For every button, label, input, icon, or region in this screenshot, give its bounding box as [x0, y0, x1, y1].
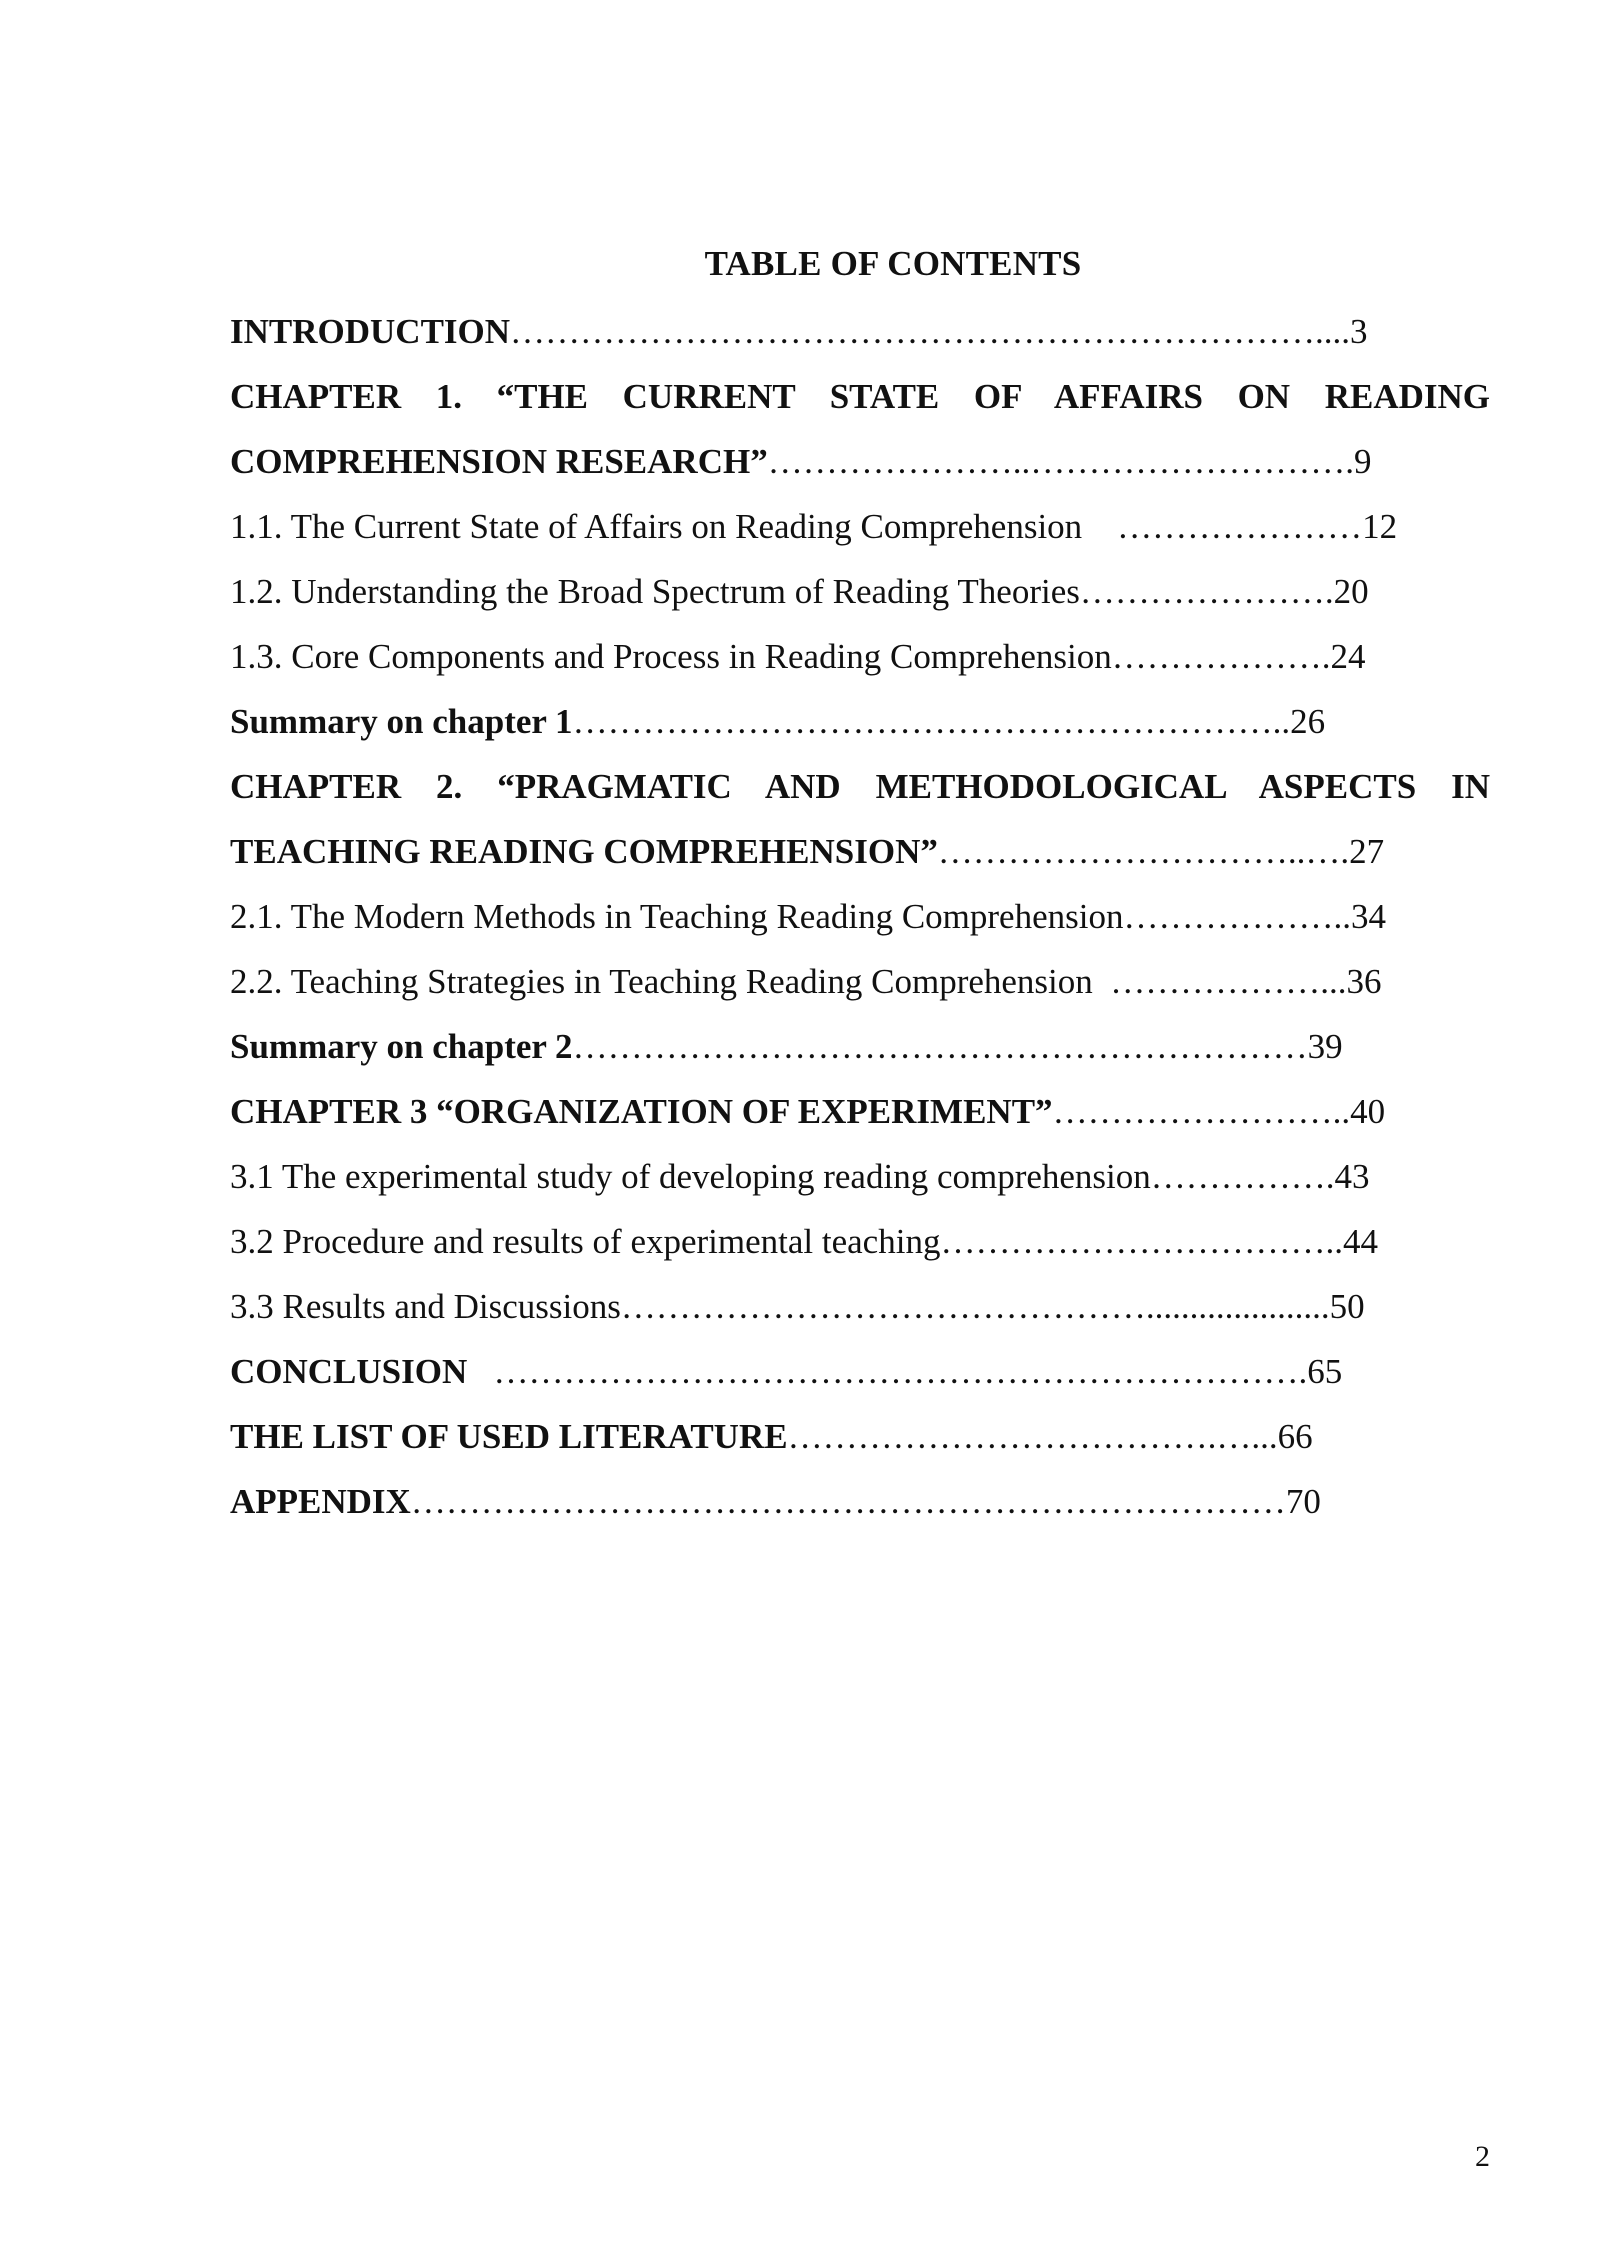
toc-entry-page: 65	[1307, 1352, 1343, 1391]
toc-entry-leader: ………………………………………………………	[572, 1027, 1308, 1066]
toc-entry-page: 12	[1362, 507, 1398, 546]
toc-entry-page: 34	[1350, 897, 1386, 936]
toc-entry-page: 26	[1290, 702, 1326, 741]
toc-entry-page: 43	[1334, 1157, 1370, 1196]
toc-entry-leader: ………………..	[1123, 897, 1351, 936]
toc-entry-leader: ………………...	[1092, 962, 1347, 1001]
toc-entry-text: 2.2. Teaching Strategies in Teaching Reading Comprehension	[230, 962, 1093, 1001]
toc-entry-text: Summary on chapter 2	[230, 1027, 573, 1066]
toc-entry-literature	[230, 1411, 1490, 1476]
toc-entry-text: INTRODUCTION	[230, 312, 511, 351]
toc-entry-text: Summary on chapter 1	[230, 702, 573, 741]
toc-entry-text: TEACHING READING COMPREHENSION”	[230, 832, 938, 871]
toc-entry-text: CHAPTER 3 “ORGANIZATION OF EXPERIMENT”	[230, 1092, 1053, 1131]
toc-entry-text: 1.2. Understanding the Broad Spectrum of Reading Theories	[230, 572, 1080, 611]
toc-entry-leader: …………………………………………………………………	[410, 1482, 1286, 1521]
toc-entry-page: 44	[1342, 1222, 1378, 1261]
toc-entry-2-1	[230, 891, 1490, 956]
toc-entry-text: CONCLUSION	[230, 1352, 468, 1391]
toc-entry-page: 40	[1350, 1092, 1386, 1131]
toc-entry-text: 2.1. The Modern Methods in Teaching Reading Comprehension	[230, 897, 1124, 936]
toc-entry-page: 3	[1350, 312, 1368, 351]
toc-entry-leader: …………………………………………………………….	[467, 1352, 1308, 1391]
toc-entry-leader: …………………	[1082, 507, 1363, 546]
toc-entry-page: 50	[1329, 1287, 1365, 1326]
toc-entry-text: 1.1. The Current State of Affairs on Reading Comprehension	[230, 507, 1083, 546]
toc-entry-text: CHAPTER 1. “THE CURRENT STATE OF AFFAIRS ON READING	[230, 377, 1490, 416]
toc-entry-2-2	[230, 956, 1490, 1021]
toc-entry-leader: …………………..……………………….	[767, 442, 1354, 481]
toc-entry-3-3	[230, 1281, 1490, 1346]
toc-entry-leader: ……………………………………………………..	[572, 702, 1291, 741]
toc-entry-leader: …………….	[1150, 1157, 1335, 1196]
toc-entry-leader: ……………………………….…...	[787, 1417, 1278, 1456]
toc-entry-chapter-1-line-1	[230, 371, 1490, 436]
toc-entry-page: 9	[1353, 442, 1372, 481]
toc-entry-chapter-1-line-2	[230, 436, 1490, 501]
toc-entry-leader: …………………………..….	[937, 832, 1350, 871]
toc-entry-chapter-2-line-1	[230, 761, 1490, 826]
toc-entry-appendix	[230, 1476, 1490, 1541]
toc-entry-chapter-3	[230, 1086, 1490, 1151]
toc-entry-text: 3.2 Procedure and results of experimental teaching	[230, 1222, 941, 1261]
toc-entry-leader: ………………….	[1079, 572, 1334, 611]
toc-entry-leader: ……………………………………………………………....	[510, 312, 1351, 351]
toc-entry-text: COMPREHENSION RESEARCH”	[230, 442, 768, 481]
toc-entry-summary-2	[230, 1021, 1490, 1086]
toc-entry-page: 70	[1285, 1482, 1321, 1521]
toc-entry-leader: ……………………………..	[940, 1222, 1343, 1261]
toc-entry-1-3	[230, 631, 1490, 696]
toc-entry-3-2	[230, 1216, 1490, 1281]
toc-entry-chapter-2-line-2	[230, 826, 1490, 891]
toc-entry-page: 27	[1349, 832, 1385, 871]
toc-entry-3-1	[230, 1151, 1490, 1216]
toc-list	[230, 306, 1490, 1541]
toc-entry-introduction	[230, 306, 1490, 371]
page-number: 2	[1475, 2140, 1490, 2173]
toc-entry-1-2	[230, 566, 1490, 631]
toc-entry-text: APPENDIX	[230, 1482, 411, 1521]
toc-entry-leader: ……………….	[1111, 637, 1331, 676]
toc-entry-page: 39	[1307, 1027, 1343, 1066]
toc-entry-leader: ……………………………………….....................	[620, 1287, 1330, 1326]
toc-entry-leader: ……………………..	[1052, 1092, 1351, 1131]
toc-entry-conclusion	[230, 1346, 1490, 1411]
toc-entry-text: 3.3 Results and Discussions	[230, 1287, 621, 1326]
page-title: TABLE OF CONTENTS	[704, 244, 1082, 283]
toc-entry-text: CHAPTER 2. “PRAGMATIC AND METHODOLOGICAL ASPECTS IN	[230, 767, 1490, 806]
toc-entry-page: 66	[1277, 1417, 1313, 1456]
toc-entry-summary-1	[230, 696, 1490, 761]
toc-entry-text: 3.1 The experimental study of developing reading comprehension	[230, 1157, 1151, 1196]
toc-entry-text: 1.3. Core Components and Process in Reading Comprehension	[230, 637, 1112, 676]
toc-entry-page: 24	[1330, 637, 1366, 676]
toc-entry-text: THE LIST OF USED LITERATURE	[230, 1417, 788, 1456]
toc-entry-page: 20	[1333, 572, 1369, 611]
toc-entry-page: 36	[1346, 962, 1382, 1001]
toc-entry-1-1	[230, 501, 1490, 566]
